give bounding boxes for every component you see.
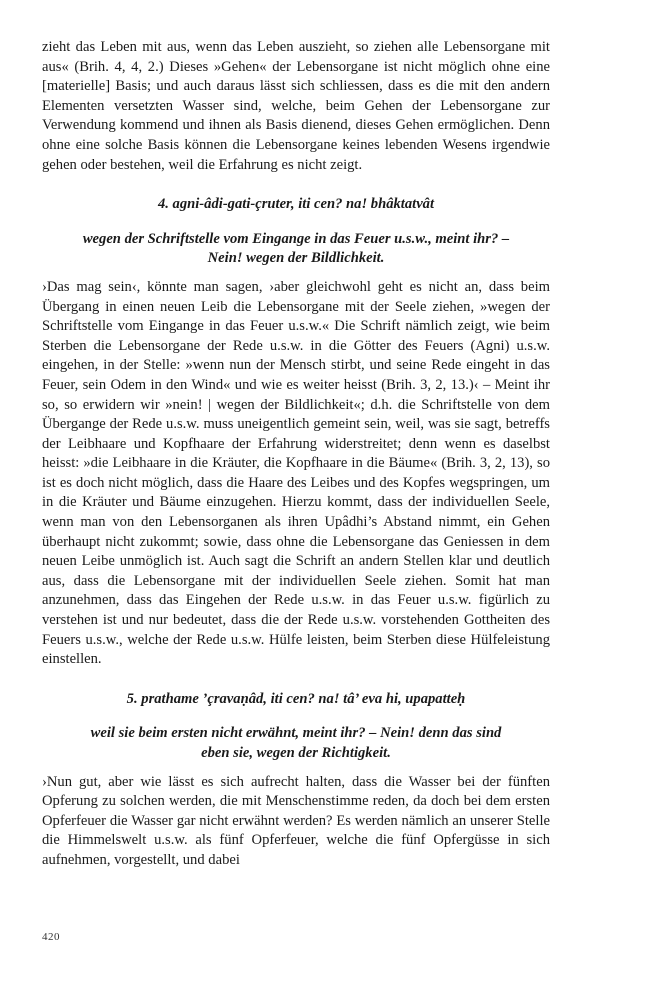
book-page	[42, 38, 550, 871]
sutra-4-translation-line-1: wegen der Schriftstelle vom Eingange in das Feuer u.s.w., meint ihr? –	[82, 230, 510, 247]
sutra-5-translation-line-2: eben sie, wegen der Richtigkeit.	[201, 745, 391, 761]
paragraph-3: ›Nun gut, aber wie lässt es sich aufrecht halten, dass die Wasser bei der fünften Opferung zu solchen werden, die mit Menschenstimme reden, da doch bei dem ersten Opferfeuer die Wasser gar nicht erwähnt werden? Es werden nämlich an unserer Stelle die Himmelswelt u.s.w. als fünf Opferfeuer, welche die fünf Opfergüsse in sich aufnehmen, vorgestellt, und dabei	[42, 773, 550, 868]
sutra-5-heading: 5. prathame ’çravaṇâd, iti cen? na! tâ’ eva hi, upapatteḥ	[126, 690, 466, 707]
sutra-4-translation-line-2: Nein! wegen der Bildlichkeit.	[207, 250, 385, 267]
sutra-5-translation	[42, 724, 550, 763]
sutra-4-heading: 4. agni-âdi-gati-çruter, iti cen? na! bhâktatvât	[157, 196, 435, 213]
sutra-4-translation	[42, 230, 550, 269]
page-number: 420	[42, 931, 60, 943]
paragraph-2: ›Das mag sein‹, könnte man sagen, ›aber gleichwohl geht es nicht an, dass beim Übergang in einen neuen Leib die Lebensorgane mit der Seele ziehen, »wegen der Schriftstelle vom Eingange in das Feuer u.s.w.« Die Schrift nämlich zeigt, wie beim Sterben die Lebensorgane der Rede u.s.w. in die Götter des Feuers (Agni) u.s.w. eingehen, in der Stelle: »wenn nun der Mensch stirbt, und seine Rede eingeht in das Feuer, sein Odem in den Wind« und wie es weiter heisst (Brih. 3, 2, 13.)‹ – Meint ihr so, so erwidern wir »nein! | wegen der Bildlichkeit«; d.h. die Schriftstelle von dem Übergange der Rede u.s.w. muss uneigentlich gemeint sein, weil, was sie sagt, betreffs der Leibhaare und Kopfhaare der Erfahrung widerstreitet; denn wenn es daselbst heisst: »die Leibhaare in die Kräuter, die Kopfhaare in die Bäume« (Brih. 3, 2, 13), so ist es doch nicht möglich, dass die Haare des Leibes und des Kopfes wegspringen, um in die Kräuter und Bäume einzugehen. Hierzu kommt, dass der individuellen Seele, wenn man von den Lebensorganen als ihren Upâdhi’s Abstand nimmt, ein Gehen überhaupt nicht zukommt; sowie, dass ohne die Lebensorgane das Geniessen in dem neuen Leibe unmöglich ist. Auch sagt die Schrift an andern Stellen klar und deutlich aus, dass die Lebensorgane mit der individuellen Seele ziehen. Somit hat man anzunehmen, dass das Eingehen der Rede u.s.w. in das Feuer u.s.w. figürlich zu verstehen ist und nur bedeutet, dass die der Rede u.s.w. vorstehenden Gottheiten des Feuers u.s.w., welche der Rede u.s.w. Hülfe leisten, beim Sterben diese Hülfeleistung einstellen.	[42, 278, 550, 668]
paragraph-1: zieht das Leben mit aus, wenn das Leben auszieht, so ziehen alle Lebensorgane mit aus« (Brih. 4, 4, 2.) Dieses »Gehen« der Lebensorgane ist nicht möglich ohne eine [materielle] Basis; und auch daraus lässt sich schliessen, dass es die mit den andern Elementen versetzten Wasser sind, welche, beim Gehen der Lebensorgane zur Verwendung kommend und ihnen als Basis dienend, dieses Gehen ermöglichen. Denn ohne eine solche Basis können die Lebensorgane keines lebenden Wesens irgendwie gehen oder bestehen, weil die Erfahrung es nicht zeigt.	[42, 39, 550, 173]
sutra-5-translation-line-1: weil sie beim ersten nicht erwähnt, meint ihr? – Nein! denn das sind	[90, 725, 502, 742]
